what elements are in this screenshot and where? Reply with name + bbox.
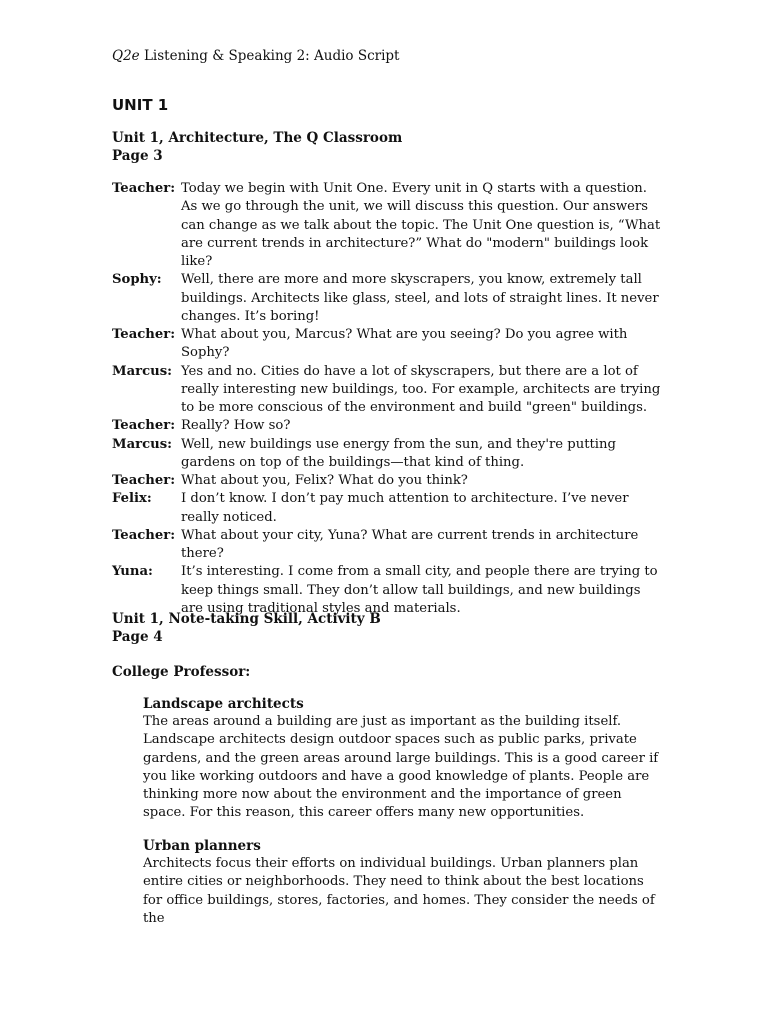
landscape-architects-block bbox=[143, 695, 665, 823]
speaker-line: Well, new buildings use energy from the sun, and they're putting gardens on top of the buildings—that kind of thing. bbox=[181, 436, 616, 470]
dialogue-row bbox=[112, 271, 664, 326]
speaker-line: Well, there are more and more skyscrapers, you know, extremely tall buildings. Architects like glass, steel, and lots of straight lines. It never changes. It’s boring! bbox=[181, 272, 659, 324]
speaker-line: What about you, Felix? What do you think? bbox=[181, 473, 468, 488]
urban-planners-paragraph: Architects focus their efforts on individual buildings. Urban planners plan entire cities or neighborhoods. They need to think about the best locations for office buildings, stores, factories, and homes. They consider the needs of the bbox=[143, 856, 655, 926]
speaker-name: Marcus: bbox=[112, 363, 173, 379]
dialogue-row bbox=[112, 490, 664, 527]
running-header bbox=[112, 46, 399, 66]
speaker-name: Sophy: bbox=[112, 272, 162, 288]
dialogue-row bbox=[112, 527, 664, 564]
speaker-line: Yes and no. Cities do have a lot of skyscrapers, but there are a lot of really interesting new buildings, too. For example, architects are trying to be more conscious of the environment and build "green" buildings. bbox=[181, 363, 661, 415]
landscape-architects-heading: Landscape architects bbox=[143, 696, 304, 712]
urban-planners-block bbox=[143, 837, 665, 928]
speaker-name: Yuna: bbox=[112, 564, 153, 580]
header-title: Listening & Speaking 2: Audio Script bbox=[139, 48, 400, 64]
speaker-line: It’s interesting. I come from a small city, and people there are trying to keep things small. They don’t allow tall buildings, and new buildings are using traditional styles and materials. bbox=[181, 564, 658, 616]
header-q2e: Q2e bbox=[112, 48, 140, 64]
speaker-name: Felix: bbox=[112, 491, 152, 507]
speaker-line: What about your city, Yuna? What are current trends in architecture there? bbox=[181, 527, 639, 561]
speaker-name: Teacher: bbox=[112, 527, 176, 543]
section-page-4: Page 4 bbox=[112, 629, 163, 645]
dialogue-row bbox=[112, 326, 664, 363]
speaker-name: Teacher: bbox=[112, 473, 176, 488]
section-heading-note-taking: Unit 1, Note-taking Skill, Activity B bbox=[112, 611, 381, 627]
dialogue-row bbox=[112, 180, 664, 271]
dialogue-row bbox=[112, 417, 664, 435]
section-page-3: Page 3 bbox=[112, 148, 163, 164]
speaker-name: Marcus: bbox=[112, 436, 173, 452]
speaker-name: Teacher: bbox=[112, 418, 176, 434]
dialogue bbox=[112, 180, 664, 618]
section-heading-classroom: Unit 1, Architecture, The Q Classroom bbox=[112, 130, 403, 146]
landscape-architects-paragraph: The areas around a building are just as important as the building itself. Landscape architects design outdoor spaces such as public parks, private gardens, and the green areas around large buildings. This is a good career if you like working outdoors and have a good knowledge of plants. People are thinking more now about the environment and the importance of green space. For this reason, this career offers many new opportunities. bbox=[143, 714, 659, 821]
speaker-line: Today we begin with Unit One. Every unit in Q starts with a question. As we go through the unit, we will discuss this question. Our answers can change as we talk about the topic. The Unit One question is, “What are current trends in architecture?” What do "modern" buildings look like? bbox=[181, 181, 661, 269]
speaker-line: Really? How so? bbox=[181, 418, 291, 434]
speaker-name: Teacher: bbox=[112, 181, 176, 196]
speaker-name: Teacher: bbox=[112, 327, 176, 342]
unit-title: UNIT 1 bbox=[112, 96, 169, 114]
urban-planners-heading: Urban planners bbox=[143, 838, 261, 854]
dialogue-row bbox=[112, 472, 664, 490]
dialogue-row bbox=[112, 436, 664, 473]
speaker-line: What about you, Marcus? What are you seeing? Do you agree with Sophy? bbox=[181, 327, 628, 361]
professor-label: College Professor: bbox=[112, 664, 251, 680]
dialogue-row bbox=[112, 363, 664, 418]
speaker-line: I don’t know. I don’t pay much attention to architecture. I’ve never really noticed. bbox=[181, 491, 629, 525]
